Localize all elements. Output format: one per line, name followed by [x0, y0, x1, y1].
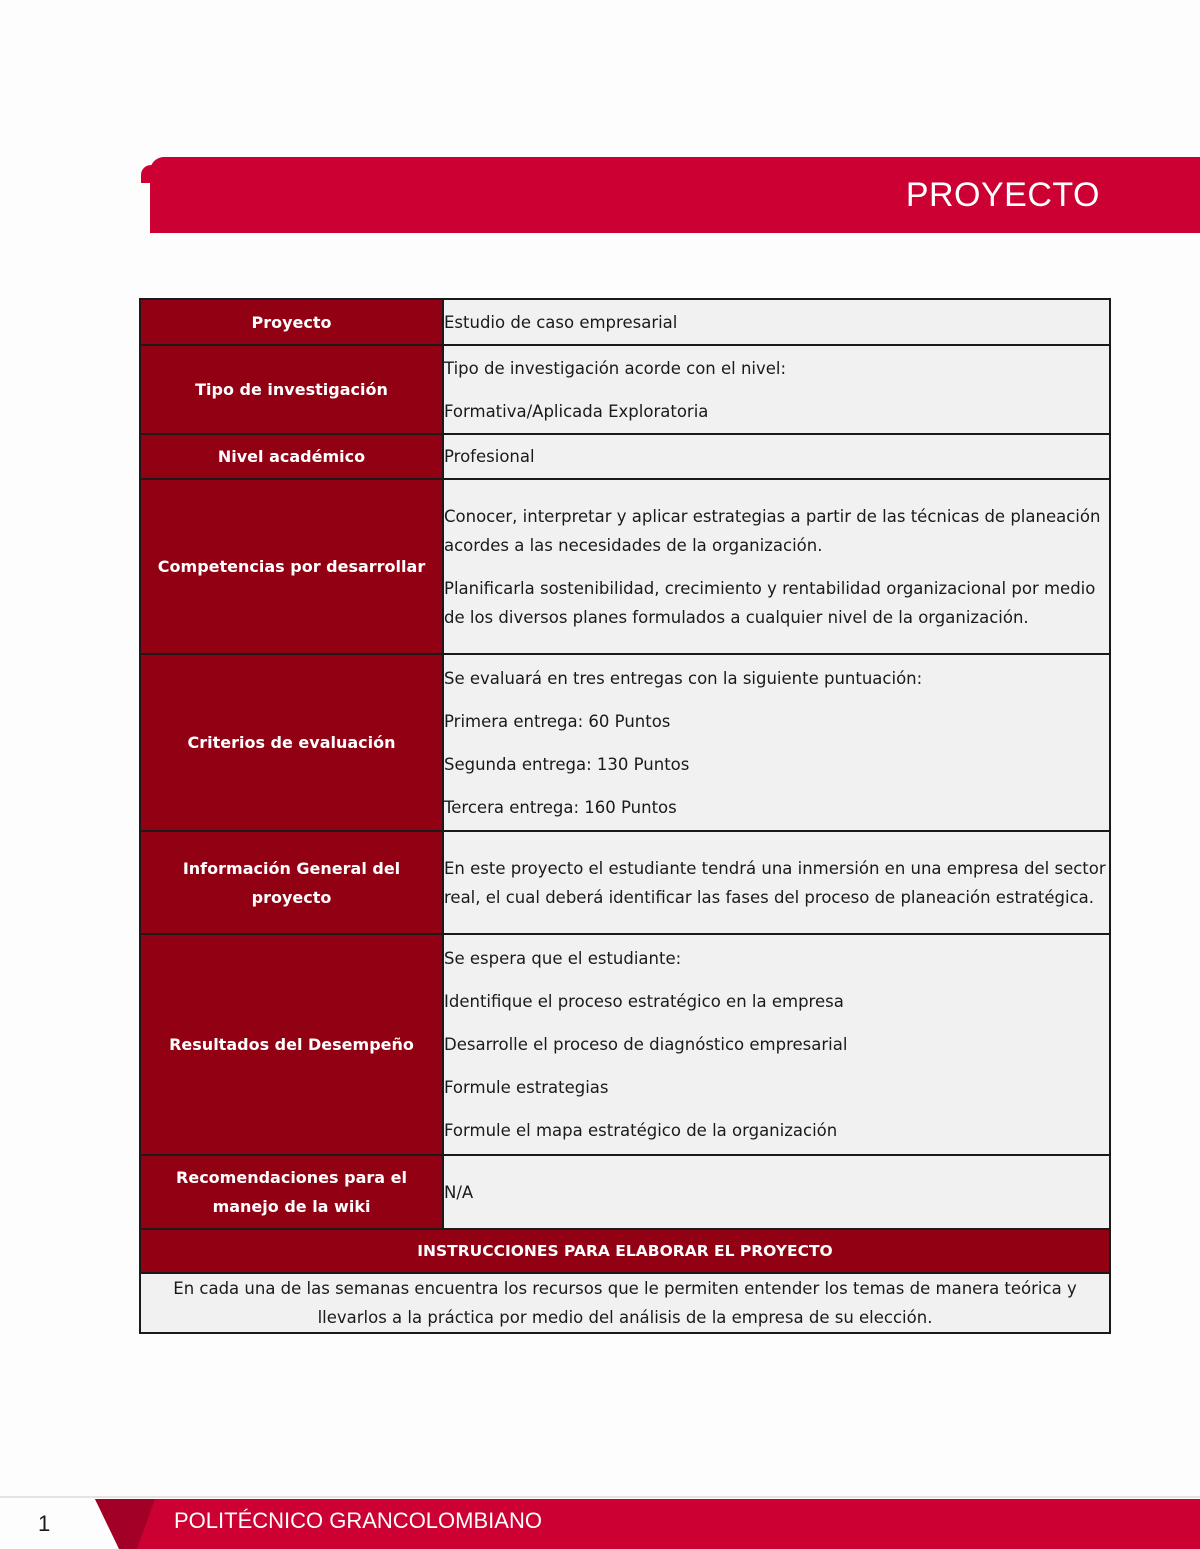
row-value-line: Formule estrategias: [444, 1078, 609, 1097]
row-value-line: Formativa/Aplicada Exploratoria: [444, 401, 709, 421]
row-value: [443, 479, 1110, 654]
row-label: Criterios de evaluación: [140, 654, 443, 831]
row-value-line: N/A: [444, 1182, 474, 1202]
table-row: [140, 345, 1110, 434]
row-value-line: Segunda entrega: 130 Puntos: [444, 754, 690, 774]
row-value-line: Identifique el proceso estratégico en la empresa: [444, 992, 844, 1011]
instructions-title: INSTRUCCIONES PARA ELABORAR EL PROYECTO: [140, 1229, 1110, 1273]
instructions-header-row: [140, 1229, 1110, 1273]
instructions-body-row: [140, 1273, 1110, 1333]
table-row: [140, 831, 1110, 934]
row-value-line: Se espera que el estudiante:: [444, 949, 682, 968]
row-value: [443, 434, 1110, 479]
project-info-table: [139, 298, 1111, 1334]
row-value: [443, 1155, 1110, 1229]
row-value-line: Profesional: [444, 447, 535, 466]
table-row: [140, 434, 1110, 479]
row-value: [443, 831, 1110, 934]
row-value-line: En este proyecto el estudiante tendrá una inmersión en una empresa del sector real, el cual deberá identificar las fases del proceso de planeación estratégica.: [444, 858, 1106, 907]
row-value-line: Estudio de caso empresarial: [444, 312, 678, 332]
row-value: [443, 934, 1110, 1155]
table-row: [140, 299, 1110, 345]
table-row: [140, 479, 1110, 654]
row-value-line: Se evaluará en tres entregas con la siguiente puntuación:: [444, 668, 923, 688]
footer-divider: [0, 1496, 1200, 1498]
row-value-line: Tipo de investigación acorde con el nivel:: [444, 358, 787, 378]
row-label: Competencias por desarrollar: [140, 479, 443, 654]
row-label: Recomendaciones para el manejo de la wiki: [140, 1155, 443, 1229]
row-label: Nivel académico: [140, 434, 443, 479]
row-label: Tipo de investigación: [140, 345, 443, 434]
row-value: [443, 654, 1110, 831]
row-label: Información General del proyecto: [140, 831, 443, 934]
row-value-line: Desarrolle el proceso de diagnóstico empresarial: [444, 1035, 848, 1054]
table-row: [140, 1155, 1110, 1229]
row-value-line: Planificarla sostenibilidad, crecimiento y rentabilidad organizacional por medio de los diversos planes formulados a cualquier nivel de la organización.: [444, 578, 1096, 627]
row-value-line: Tercera entrega: 160 Puntos: [444, 797, 677, 817]
page-title: PROYECTO: [905, 176, 1100, 214]
row-value-line: Conocer, interpretar y aplicar estrategias a partir de las técnicas de planeación acordes a las necesidades de la organización.: [444, 506, 1101, 555]
page-number: 1: [38, 1511, 51, 1536]
row-value-line: Primera entrega: 60 Puntos: [444, 711, 671, 731]
row-value: [443, 345, 1110, 434]
table-row: [140, 934, 1110, 1155]
row-label: Proyecto: [140, 299, 443, 345]
instructions-text: En cada una de las semanas encuentra los recursos que le permiten entender los temas de manera teórica y llevarlos a la práctica por medio del análisis de la empresa de su elección.: [140, 1273, 1110, 1333]
row-value: [443, 299, 1110, 345]
institution-name: POLITÉCNICO GRANCOLOMBIANO: [174, 1508, 542, 1533]
table-row: [140, 654, 1110, 831]
row-label: Resultados del Desempeño: [140, 934, 443, 1155]
row-value-line: Formule el mapa estratégico de la organización: [444, 1121, 838, 1140]
